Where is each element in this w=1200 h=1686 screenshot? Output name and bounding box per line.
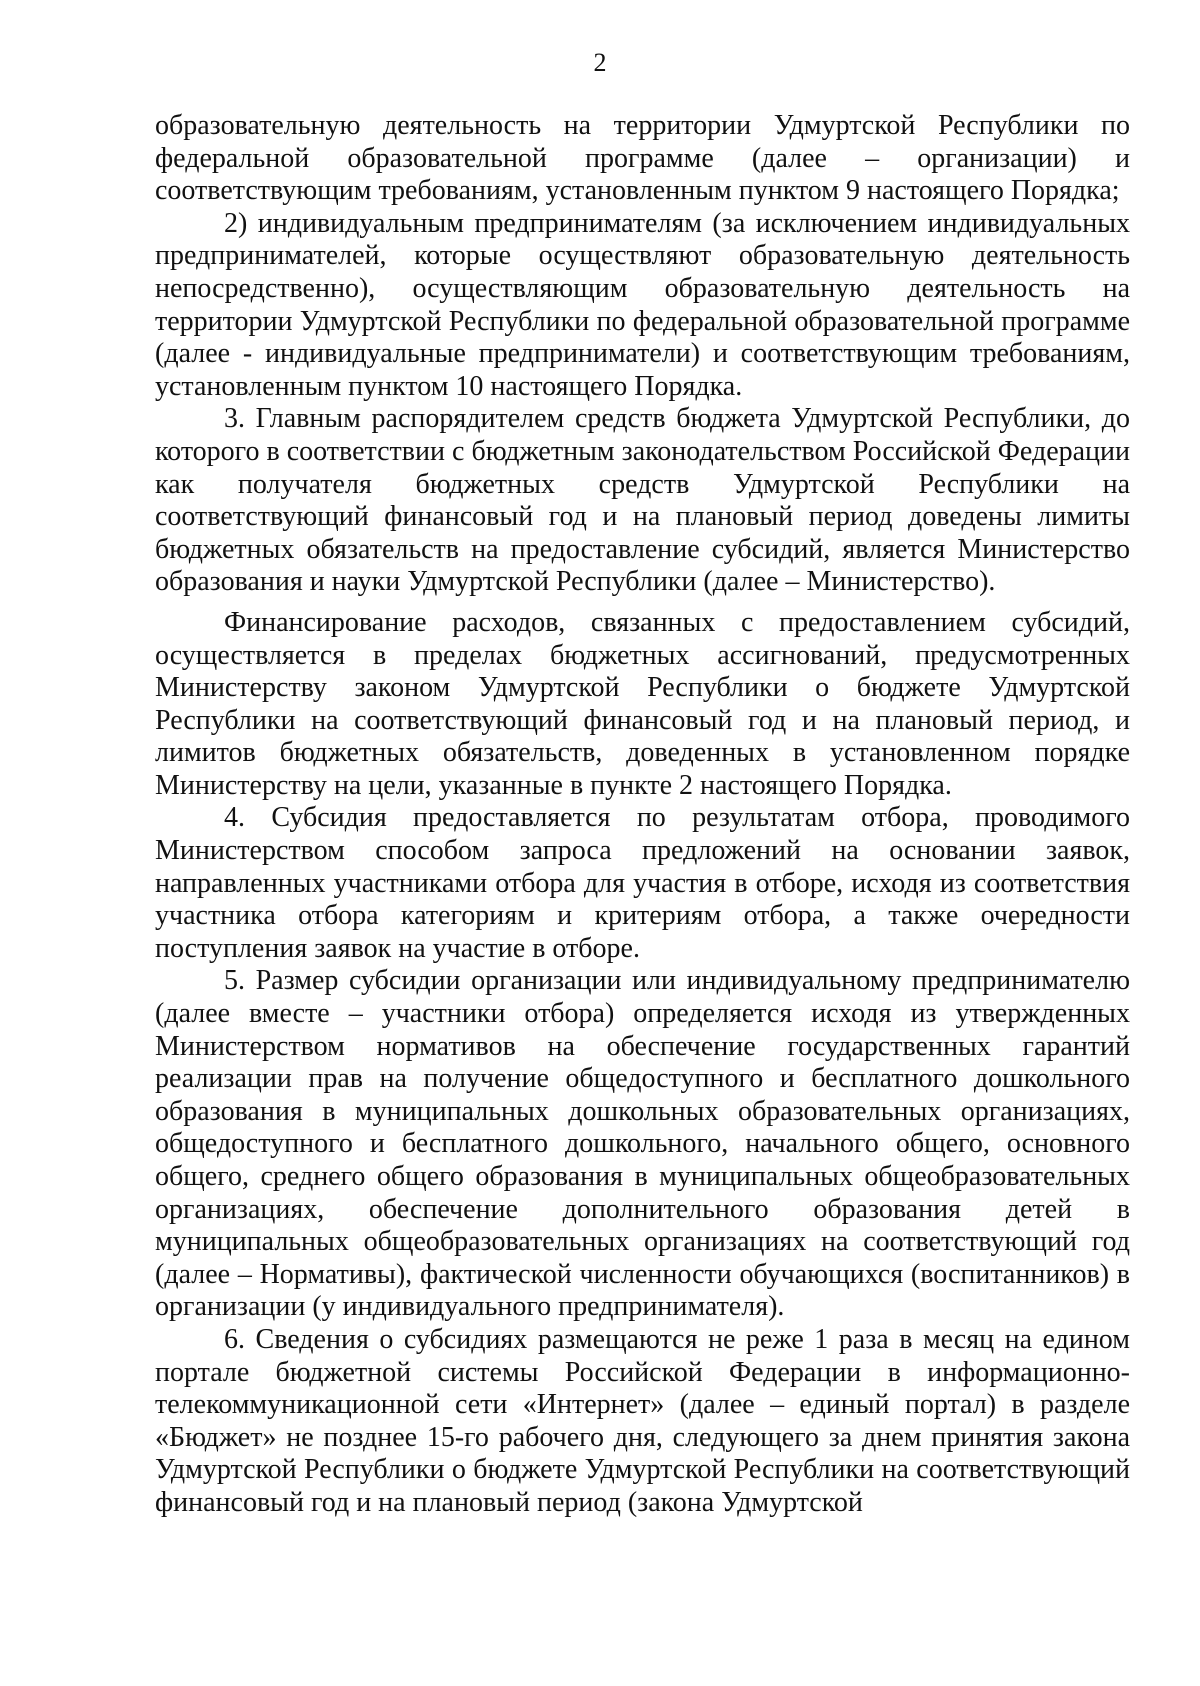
paragraph-section-4: 4. Субсидия предоставляется по результатам отбора, проводимого Министерством способом запроса предложений на основании заявок, направленных участниками отбора для участия в отборе, исходя из соответствия участника отбора категориям и критериям отбора, а также очередности поступления заявок на участие в отборе.: [155, 802, 1130, 964]
paragraph-section-3: 3. Главным распорядителем средств бюджета Удмуртской Республики, до которого в соответствии с бюджетным законодательством Российской Федерации как получателя бюджетных средств Удмуртской Республики на соответствующий финансовый год и на плановый период доведены лимиты бюджетных обязательств на предоставление субсидий, является Министерство образования и науки Удмуртской Республики (далее – Министерство).: [155, 403, 1130, 598]
document-body: [155, 110, 1130, 1520]
paragraph-section-5: 5. Размер субсидии организации или индивидуальному предпринимателю (далее вместе – участники отбора) определяется исходя из утвержденных Министерством нормативов на обеспечение государственных гарантий реализации прав на получение общедоступного и бесплатного дошкольного образования в муниципальных дошкольных образовательных организациях, общедоступного и бесплатного дошкольного, начального общего, основного общего, среднего общего образования в муниципальных общеобразовательных организациях, обеспечение дополнительного образования детей в муниципальных общеобразовательных организациях на соответствующий год (далее – Нормативы), фактической численности обучающихся (воспитанников) в организации (у индивидуального предпринимателя).: [155, 965, 1130, 1323]
paragraph-section-6: 6. Сведения о субсидиях размещаются не реже 1 раза в месяц на едином портале бюджетной системы Российской Федерации в информационно-телекоммуникационной сети «Интернет» (далее – единый портал) в разделе «Бюджет» не позднее 15-го рабочего дня, следующего за днем принятия закона Удмуртской Республики о бюджете Удмуртской Республики на соответствующий финансовый год и на плановый период (закона Удмуртской: [155, 1323, 1130, 1518]
paragraph-financing: Финансирование расходов, связанных с предоставлением субсидий, осуществляется в пределах бюджетных ассигнований, предусмотренных Министерству законом Удмуртской Республики о бюджете Удмуртской Республики на соответствующий финансовый год и на плановый период, и лимитов бюджетных обязательств, доведенных в установленном порядке Министерству на цели, указанные в пункте 2 настоящего Порядка.: [155, 606, 1130, 801]
paragraph-continuation: образовательную деятельность на территории Удмуртской Республики по федеральной образовательной программе (далее – организации) и соответствующим требованиям, установленным пунктом 9 настоящего Порядка;: [155, 110, 1130, 207]
paragraph-item-2: 2) индивидуальным предпринимателям (за исключением индивидуальных предпринимателей, которые осуществляют образовательную деятельность непосредственно), осуществляющим образовательную деятельность на территории Удмуртской Республики по федеральной образовательной программе (далее - индивидуальные предприниматели) и соответствующим требованиям, установленным пунктом 10 настоящего Порядка.: [155, 207, 1130, 402]
page-number: 2: [593, 48, 607, 77]
